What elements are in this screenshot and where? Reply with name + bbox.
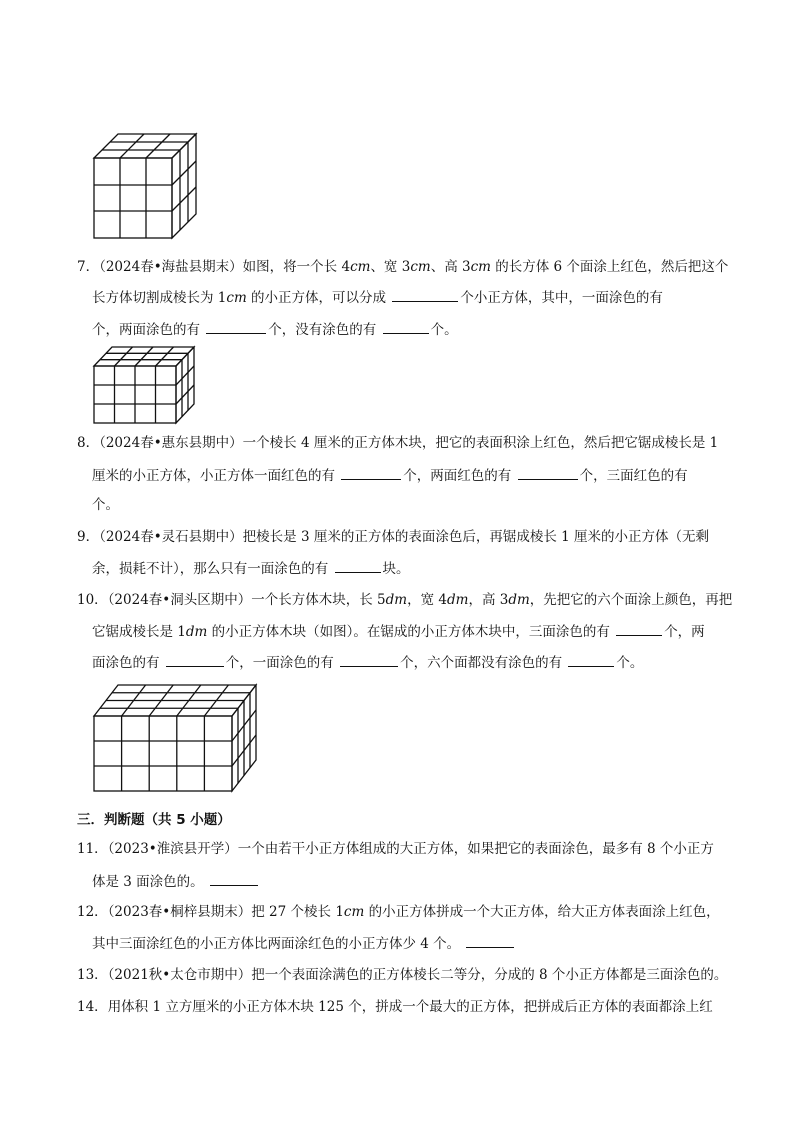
q11-line-2: 体是 3 面涂色的。 [92,872,260,891]
q10-line-2: 它锯成棱长是 1dm 的小正方体木块（如图）。在锯成的小正方体木块中，三面涂色的有 个，两 [92,624,705,640]
answer-blank[interactable] [466,934,514,948]
answer-blank[interactable] [335,559,381,573]
answer-blank[interactable] [518,466,578,480]
q8-line-2: 厘米的小正方体，小正方体一面红色的有 个，两面红色的有 个，三面红色的有 [92,468,688,484]
answer-blank[interactable] [166,653,224,667]
q10-line-3: 面涂色的有 个，一面涂色的有 个，六个面都没有涂色的有 个。 [92,655,644,671]
q12-line-1: 12．（2023春•桐梓县期末）把 27 个棱长 1cm 的小正方体拼成一个大正方体，给大正方体表面涂上红色， [77,904,720,920]
cuboid-figure-4x3x3 [92,344,196,426]
q8-line-3: 个。 [92,497,119,513]
q7-line-2: 长方体切割成棱长为 1cm 的小正方体，可以分成 个小正方体，其中，一面涂色的有 [92,290,663,306]
answer-blank[interactable] [341,466,401,480]
q9-line-1: 9．（2024春•灵石县期中）把棱长是 3 厘米的正方体的表面涂色后，再锯成棱长 1 厘米的小正方体（无剩 [77,529,710,545]
answer-blank[interactable] [616,622,662,636]
answer-blank[interactable] [392,288,458,302]
q11-line-1: 11．（2023•淮滨县开学）一个由若干小正方体组成的大正方体，如果把它的表面涂色，最多有 8 个小正方 [77,841,714,857]
q10-line-1: 10．（2024春•洞头区期中）一个长方体木块，长 5dm，宽 4dm，高 3dm，先把它的六个面涂上颜色，再把 [77,592,733,608]
answer-blank[interactable] [383,320,429,334]
q9-line-2: 余，损耗不计），那么只有一面涂色的有 块。 [92,561,410,577]
q13-line-1: 13．（2021秋•太仓市期中）把一个表面涂满色的正方体棱长二等分，分成的 8 个小正方体都是三面涂色的。 [77,967,728,983]
q14-line-1: 14．用体积 1 立方厘米的小正方体木块 125 个，拼成一个最大的正方体，把拼成后正方体的表面都涂上红 [77,999,713,1015]
q8-line-1: 8．（2024春•惠东县期中）一个棱长 4 厘米的正方体木块，把它的表面积涂上红色，然后把它锯成棱长是 1 [77,435,719,451]
section-heading: 三．判断题（共 5 小题） [77,812,231,828]
cube-figure-3x3x3 [92,130,202,242]
cuboid-figure-5x4x3 [92,682,260,794]
answer-blank[interactable] [568,653,614,667]
answer-blank[interactable] [340,653,398,667]
q12-line-2: 其中三面涂红色的小正方体比两面涂红色的小正方体少 4 个。 [92,934,516,953]
answer-blank[interactable] [206,320,266,334]
q7-line-3: 个，两面涂色的有 个，没有涂色的有 个。 [92,322,458,338]
q7-line-1: 7．（2024春•海盐县期末）如图，将一个长 4cm、宽 3cm、高 3cm 的长方体 6 个面涂上红色，然后把这个 [77,259,729,275]
answer-blank[interactable] [210,872,258,886]
